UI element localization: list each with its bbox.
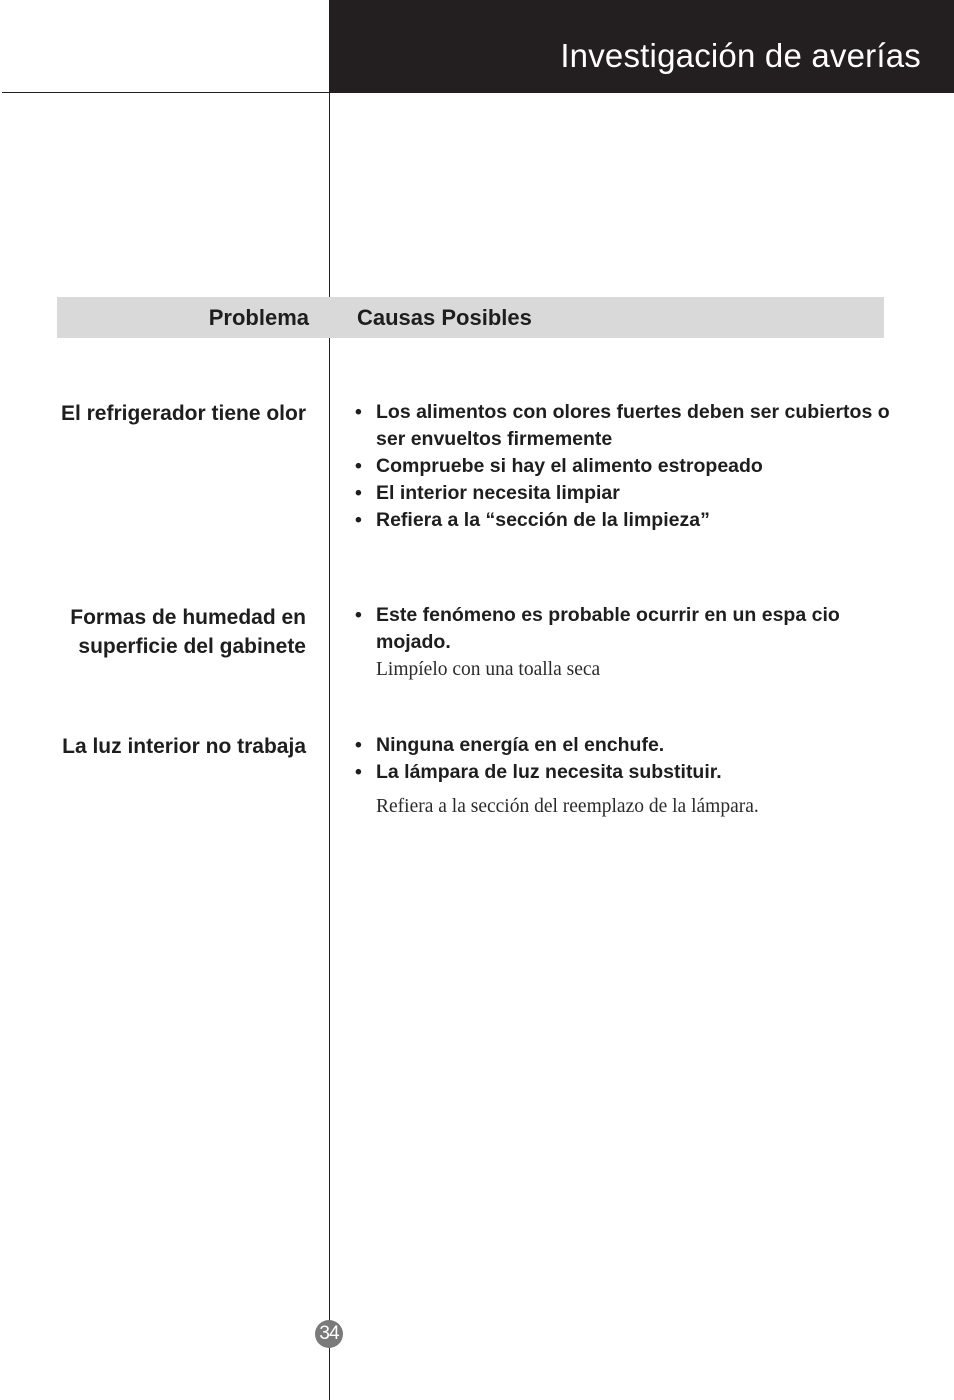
cause-item <box>355 453 895 480</box>
bullet-icon: • <box>355 482 362 504</box>
bullet-icon: • <box>355 401 362 423</box>
cause-item <box>355 399 895 453</box>
causes-odor <box>355 399 895 534</box>
cause-text: La lámpara de luz necesita substituir. <box>376 761 722 783</box>
header-bar <box>330 0 954 93</box>
causes-column-heading: Causas Posibles <box>357 305 532 330</box>
bullet-icon: • <box>355 734 362 756</box>
page-title: Investigación de averías <box>560 37 921 74</box>
cause-item <box>355 507 895 534</box>
cause-note: Limpíelo con una toalla seca <box>376 659 601 680</box>
causes-light <box>355 732 895 820</box>
column-divider <box>329 0 330 1400</box>
bullet-icon: • <box>355 604 362 626</box>
cause-item <box>355 759 895 786</box>
cause-note: Refiera a la sección del reemplazo de la lámpara. <box>376 796 759 817</box>
bullet-icon: • <box>355 455 362 477</box>
cause-text: Los alimentos con olores fuertes deben ser cubiertos o ser envueltos firmemente <box>376 401 890 450</box>
cause-item <box>355 480 895 507</box>
header-rule <box>2 92 330 93</box>
cause-text: Compruebe si hay el alimento estropeado <box>376 455 763 477</box>
cause-text: Ninguna energía en el enchufe. <box>376 734 665 756</box>
problem-moisture: Formas de humedad en superficie del gabinete <box>70 606 306 658</box>
cause-item <box>355 602 895 656</box>
problem-column-heading: Problema <box>208 305 309 330</box>
problem-odor: El refrigerador tiene olor <box>60 402 306 425</box>
page-number: 34 <box>315 1320 343 1348</box>
cause-text: El interior necesita limpiar <box>376 482 620 504</box>
cause-text: Este fenómeno es probable ocurrir en un espa cio mojado. <box>376 604 840 653</box>
bullet-icon: • <box>355 761 362 783</box>
cause-text: Refiera a la “sección de la limpieza” <box>376 509 710 531</box>
causes-moisture <box>355 602 895 683</box>
bullet-icon: • <box>355 509 362 531</box>
cause-item <box>355 732 895 759</box>
problem-light: La luz interior no trabaja <box>62 735 306 758</box>
